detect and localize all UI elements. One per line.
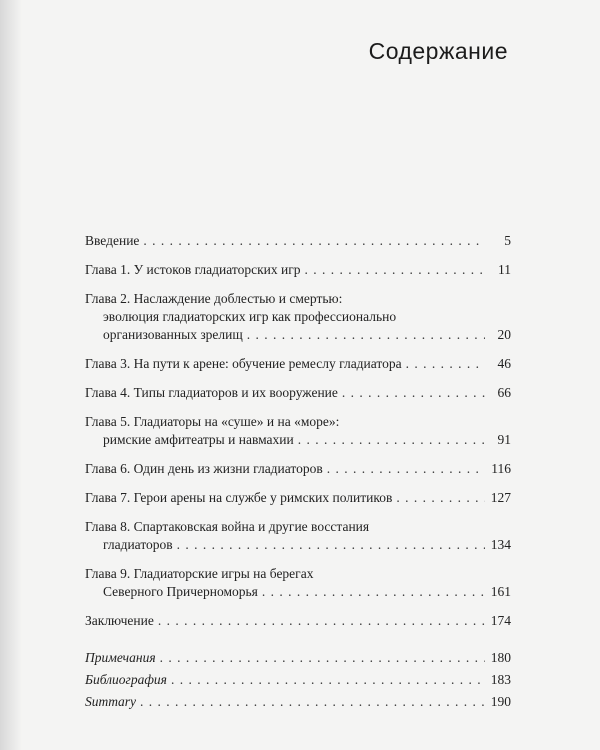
- page-title: Содержание: [368, 38, 508, 64]
- toc-entry-title: Библиография: [85, 672, 167, 687]
- toc-entry-conclusion: [85, 612, 511, 630]
- toc-entry-title-cont: римские амфитеатры и навмахии: [103, 432, 294, 447]
- toc-entry-bibliography: [85, 669, 511, 691]
- toc-page-number: 20: [497, 327, 511, 342]
- toc-page-number: 66: [497, 385, 511, 400]
- toc-entry-chapter-3: [85, 355, 511, 373]
- dot-leader: [143, 232, 485, 250]
- toc-entry-title: Summary: [85, 694, 136, 709]
- toc-entry-title-cont: Северного Причерноморья: [103, 584, 258, 599]
- toc-page-number: 183: [490, 672, 511, 687]
- toc-entry-chapter-7: [85, 489, 511, 507]
- toc-page-number: 134: [490, 537, 511, 552]
- toc-entry-title: Глава 8. Спартаковская война и другие восстания: [85, 519, 370, 534]
- toc-entry-title: Глава 4. Типы гладиаторов и их вооружение: [85, 385, 338, 400]
- toc-entry-title: Глава 9. Гладиаторские игры на берегах: [85, 566, 314, 581]
- toc-page-number: 46: [497, 356, 511, 371]
- toc-entry-chapter-9: [85, 565, 511, 601]
- toc-entry-title: Глава 5. Гладиаторы на «суше» и на «море»:: [85, 414, 340, 429]
- toc-entry-title: Введение: [85, 233, 140, 248]
- toc-entry-title-cont: эволюция гладиаторских игр как профессионально: [103, 309, 397, 324]
- toc-page-number: 174: [490, 613, 511, 628]
- toc-entry-title: Глава 2. Наслаждение доблестью и смертью:: [85, 291, 343, 306]
- toc-entry-title: Глава 3. На пути к арене: обучение ремеслу гладиатора: [85, 356, 402, 371]
- dot-leader: [171, 669, 485, 691]
- dot-leader: [160, 647, 485, 669]
- toc-entry-chapter-5: [85, 413, 511, 449]
- toc-entry-title: Глава 7. Герои арены на службе у римских политиков: [85, 490, 393, 505]
- toc-entry-summary: [85, 691, 511, 713]
- toc-entry-title: Заключение: [85, 613, 154, 628]
- toc-entry-chapter-2: [85, 290, 511, 344]
- toc-page-number: 91: [497, 432, 511, 447]
- dot-leader: [396, 489, 485, 507]
- dot-leader: [177, 536, 485, 554]
- toc-entry-chapter-8: [85, 518, 511, 554]
- dot-leader: [305, 261, 485, 279]
- toc-page-number: 127: [490, 490, 511, 505]
- dot-leader: [327, 460, 485, 478]
- dot-leader: [298, 431, 485, 449]
- dot-leader: [158, 612, 485, 630]
- dot-leader: [406, 355, 485, 373]
- toc-entry-title: Глава 1. У истоков гладиаторских игр: [85, 262, 301, 277]
- toc-entry-title-cont: гладиаторов: [103, 537, 173, 552]
- toc-entry-introduction: [85, 232, 511, 250]
- toc-entry-chapter-1: [85, 261, 511, 279]
- dot-leader: [342, 384, 485, 402]
- toc-entry-chapter-6: [85, 460, 511, 478]
- toc-page-number: 180: [490, 650, 511, 665]
- table-of-contents: [85, 232, 511, 713]
- toc-entry-chapter-4: [85, 384, 511, 402]
- toc-page-number: 190: [490, 694, 511, 709]
- toc-page-number: 116: [491, 461, 511, 476]
- dot-leader: [140, 691, 485, 713]
- toc-page-number: 5: [504, 233, 511, 248]
- dot-leader: [262, 583, 485, 601]
- toc-entry-title: Примечания: [85, 650, 156, 665]
- dot-leader: [247, 326, 485, 344]
- toc-entry-notes: [85, 647, 511, 669]
- toc-entry-title: Глава 6. Один день из жизни гладиаторов: [85, 461, 323, 476]
- toc-entry-title-cont: организованных зрелищ: [103, 327, 243, 342]
- toc-page-number: 161: [490, 584, 511, 599]
- toc-page-number: 11: [498, 262, 511, 277]
